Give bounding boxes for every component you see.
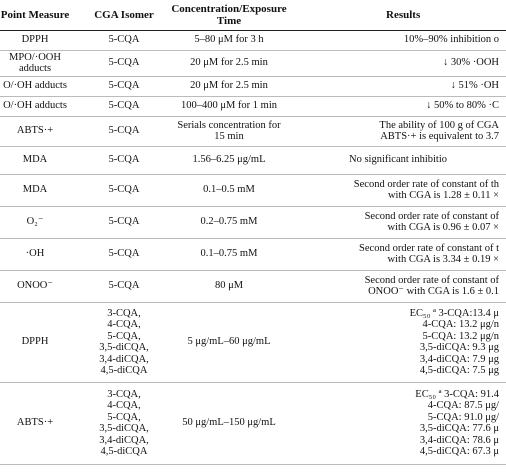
cell-cga-isomer-line: 5-CQA <box>108 57 140 69</box>
cell-concentration-line: 1.56–6.25 μg/mL <box>192 154 266 166</box>
cell-point-measure <box>0 76 84 96</box>
cell-cga-isomer-line: 5-CQA <box>108 100 140 112</box>
cell-concentration-line: 20 μM for 2.5 min <box>190 57 268 69</box>
cell-concentration <box>164 50 294 76</box>
cell-point-measure-line: O₂⁻ <box>26 216 44 228</box>
cell-cga-isomer <box>84 270 164 302</box>
cell-cga-isomer <box>84 382 164 464</box>
cell-cga-isomer <box>84 174 164 206</box>
cell-cga-isomer <box>84 302 164 382</box>
cell-result-line: 5-CQA: 13.2 μg/n <box>422 330 499 342</box>
header-row <box>0 0 506 30</box>
cell-result <box>294 146 506 174</box>
table-row <box>0 116 506 146</box>
cell-result-line: 3,5-diCQA: 77.6 μ <box>419 423 499 434</box>
cell-concentration-line: 80 μM <box>214 280 244 292</box>
cell-cga-isomer-line: 5-CQA, <box>107 411 141 423</box>
cell-result-line: EC₅₀ ª 3-CQA:13.4 μ <box>409 307 499 319</box>
cell-cga-isomer <box>84 206 164 238</box>
cell-concentration-line: 0.1–0.5 mM <box>203 184 255 196</box>
cell-result-line: 3,5-diCQA: 9.3 μg <box>419 342 499 353</box>
cell-cga-isomer-line: 3,4-diCQA, <box>99 353 149 365</box>
cell-result-line: 4,5-diCQA: 7.5 μg <box>419 365 499 376</box>
cell-concentration-line: 5–80 μM for 3 h <box>194 34 264 46</box>
cell-point-measure-line: MDA <box>22 154 48 166</box>
cell-concentration <box>164 382 294 464</box>
cell-result-line: EC₅₀ ª 3-CQA: 91.4 <box>415 388 499 400</box>
cell-cga-isomer-line: 4,5-diCQA <box>100 446 148 457</box>
header-cga-isomer: CGA Isomer <box>84 0 164 30</box>
cell-point-measure-line: ONOO⁻ <box>17 280 53 292</box>
cell-result <box>294 96 506 116</box>
cell-point-measure-line: MDA <box>22 184 48 196</box>
cell-result <box>294 382 506 464</box>
cell-concentration-line: 0.1–0.75 mM <box>200 248 258 260</box>
cell-concentration <box>164 30 294 50</box>
header-point-measure: Point Measure <box>0 0 84 30</box>
cell-result-line: 3,4-diCQA: 78.6 μ <box>419 434 499 446</box>
cell-cga-isomer-line: 5-CQA <box>108 184 140 196</box>
cell-point-measure <box>0 382 84 464</box>
cell-point-measure <box>0 116 84 146</box>
cell-result-line: 4-CQA: 87.5 μg/ <box>427 400 499 411</box>
cell-result <box>294 76 506 96</box>
cell-point-measure-line: DPPH <box>21 336 49 348</box>
table-row <box>0 146 506 174</box>
cell-result <box>294 270 506 302</box>
cell-point-measure-line: DPPH <box>21 34 49 46</box>
cell-point-measure <box>0 174 84 206</box>
cell-concentration <box>164 116 294 146</box>
cell-cga-isomer-line: 5-CQA <box>108 80 140 92</box>
cell-concentration <box>164 238 294 270</box>
table-row <box>0 30 506 50</box>
cell-point-measure <box>0 270 84 302</box>
cell-cga-isomer-line: 5-CQA <box>108 248 140 260</box>
table-row <box>0 382 506 464</box>
cell-result <box>294 30 506 50</box>
cell-result-line: 10%–90% inhibition o <box>403 34 499 46</box>
cell-concentration <box>164 206 294 238</box>
cell-concentration <box>164 96 294 116</box>
cell-result <box>294 206 506 238</box>
table-row <box>0 206 506 238</box>
cell-cga-isomer-line: 5-CQA <box>108 34 140 46</box>
header-concentration-time: Concentration/Exposure Time <box>164 0 294 30</box>
cell-cga-isomer-line: 5-CQA <box>108 280 140 292</box>
table-row <box>0 76 506 96</box>
cell-point-measure-line: adducts <box>18 63 52 74</box>
cell-point-measure <box>0 206 84 238</box>
cell-result-line: 5-CQA: 91.0 μg/ <box>427 411 499 423</box>
cell-point-measure-line: O/·OH adducts <box>3 80 67 92</box>
cell-result <box>294 174 506 206</box>
cell-concentration-line: Serials concentration for <box>177 119 281 131</box>
cell-point-measure <box>0 50 84 76</box>
table-row <box>0 174 506 206</box>
cell-cga-isomer-line: 5-CQA <box>108 125 140 137</box>
cell-result-line: ↓ 30% ·OOH <box>443 57 499 69</box>
cell-result-line: Second order rate of constant of t <box>359 242 499 254</box>
cell-point-measure-line: ABTS·+ <box>16 125 54 137</box>
cell-cga-isomer-line: 4-CQA, <box>107 319 141 330</box>
cell-result-line: with CGA is 1.28 ± 0.11 × <box>387 190 499 201</box>
cell-concentration-line: 20 μM for 2.5 min <box>190 80 268 92</box>
cell-point-measure <box>0 302 84 382</box>
cell-cga-isomer-line: 5-CQA, <box>107 330 141 342</box>
table-row <box>0 238 506 270</box>
cell-concentration <box>164 302 294 382</box>
cell-concentration <box>164 76 294 96</box>
header-results: Results <box>294 0 506 30</box>
cell-concentration-line: 50 μg/mL–150 μg/mL <box>182 417 276 429</box>
cell-point-measure <box>0 238 84 270</box>
cell-result-line: Second order rate of constant of th <box>353 178 499 190</box>
cell-cga-isomer <box>84 116 164 146</box>
cell-result-line: No significant inhibitio <box>349 154 447 166</box>
cell-result-line: 4,5-diCQA: 67.3 μ <box>419 446 499 457</box>
cell-result-line: ↓ 51% ·OH <box>450 80 499 92</box>
cell-point-measure-line: ·OH <box>25 248 45 260</box>
cell-result-line: Second order rate of constant of <box>364 210 499 222</box>
cell-cga-isomer-line: 3,4-diCQA, <box>99 434 149 446</box>
cell-point-measure <box>0 96 84 116</box>
cell-point-measure-line: O/·OH adducts <box>3 100 67 112</box>
cell-cga-isomer-line: 3,5-diCQA, <box>99 423 149 434</box>
table-row <box>0 50 506 76</box>
cell-cga-isomer-line: 3-CQA, <box>107 307 141 319</box>
cell-cga-isomer <box>84 146 164 174</box>
cell-concentration <box>164 270 294 302</box>
cell-concentration-line: 15 min <box>214 131 244 142</box>
cell-point-measure-line: MPO/·OOH <box>9 51 61 63</box>
cell-result-line: ↓ 50% to 80% ·C <box>426 100 499 112</box>
table-row <box>0 302 506 382</box>
cell-cga-isomer <box>84 50 164 76</box>
cell-cga-isomer <box>84 238 164 270</box>
cell-cga-isomer-line: 5-CQA <box>108 216 140 228</box>
cell-result-line: The ability of 100 g of CGA <box>379 119 499 131</box>
table-header <box>0 0 506 30</box>
cell-concentration-line: 0.2–0.75 mM <box>200 216 258 228</box>
cell-cga-isomer-line: 3,5-diCQA, <box>99 342 149 353</box>
cell-concentration-line: 5 μg/mL–60 μg/mL <box>187 336 271 348</box>
cell-result-line: Second order rate of constant of <box>364 274 499 286</box>
cell-cga-isomer <box>84 96 164 116</box>
table-body <box>0 30 506 464</box>
cell-point-measure <box>0 146 84 174</box>
cell-result <box>294 116 506 146</box>
cell-cga-isomer-line: 4-CQA, <box>107 400 141 411</box>
cell-cga-isomer-line: 5-CQA <box>108 154 140 166</box>
cell-concentration <box>164 146 294 174</box>
cell-result-line: with CGA is 3.34 ± 0.19 × <box>387 254 499 265</box>
cell-result <box>294 302 506 382</box>
cell-cga-isomer <box>84 76 164 96</box>
cell-result <box>294 238 506 270</box>
cell-concentration-line: 100–400 μM for 1 min <box>180 100 278 112</box>
table-row <box>0 96 506 116</box>
cell-result-line: with CGA is 0.96 ± 0.07 × <box>387 222 499 233</box>
cell-result-line: ONOO⁻ with CGA is 1.6 ± 0.1 <box>368 286 499 297</box>
cell-concentration <box>164 174 294 206</box>
cell-result-line: 3,4-diCQA: 7.9 μg <box>419 353 499 365</box>
cell-cga-isomer <box>84 30 164 50</box>
cell-cga-isomer-line: 4,5-diCQA <box>100 365 148 376</box>
table-row <box>0 270 506 302</box>
cell-cga-isomer-line: 3-CQA, <box>107 388 141 400</box>
cell-result-line: ABTS·+ is equivalent to 3.7 <box>380 131 499 142</box>
cell-point-measure-line: ABTS·+ <box>16 417 54 429</box>
cell-result-line: 4-CQA: 13.2 μg/n <box>422 319 499 330</box>
cell-result <box>294 50 506 76</box>
cell-point-measure <box>0 30 84 50</box>
